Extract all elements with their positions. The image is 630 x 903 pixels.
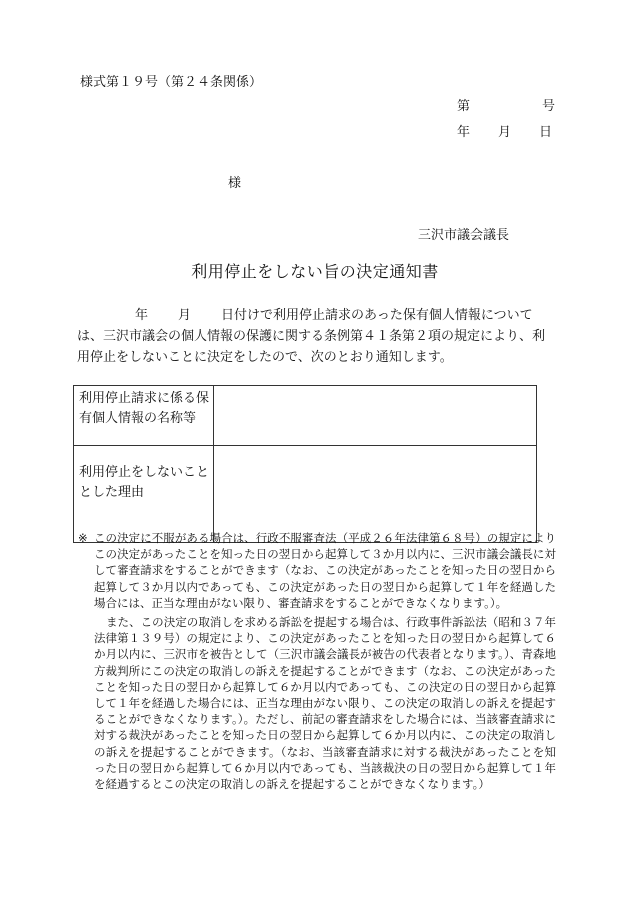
document-number-go: 号	[542, 99, 556, 114]
form-number: 様式第１９号（第２４条関係）	[80, 75, 263, 90]
addressee: 様	[228, 176, 242, 191]
note-text-appeal: この決定に不服がある場合は、行政不服審査法（平成２６年法律第６８号）の規定によりこの決定があったことを知った日の翌日から起算して３か月以内に、三沢市議会議長に対して審査請求をすることができます（なお、この決定があったことを知った日の翌日から起算して３か月以内であっても、この決定があった日の翌日から起算して１年を経過した場合には、正当な理由がない限り、審査請求をすることができなくなります。）。	[94, 531, 556, 610]
intro-year-label: 年	[135, 308, 149, 323]
table-label-info-name: 利用停止請求に係る保有個人情報の名称等	[74, 386, 214, 446]
intro-text: 日付けで利用停止請求のあった保有個人情報については、三沢市議会の個人情報の保護に関する条例第４１条第２項の規定により、利用停止をしないことに決定をしたので、次のとおり通知します。	[77, 308, 546, 365]
table-value-info-name[interactable]	[214, 386, 537, 446]
notes-section	[78, 530, 556, 792]
table-label-reason: 利用停止をしないこととした理由	[74, 446, 214, 543]
document-date	[457, 121, 552, 140]
sender: 三沢市議会議長	[418, 228, 510, 243]
date-day-label: 日	[539, 125, 553, 140]
date-month-label: 月	[498, 125, 512, 140]
intro-month-label: 月	[178, 308, 192, 323]
table-row	[74, 386, 537, 446]
info-table	[73, 385, 537, 543]
note-mark: ※	[78, 531, 88, 545]
document-number	[457, 95, 555, 114]
note-paragraph-lawsuit: また、この決定の取消しを求める訴訟を提起する場合は、行政事件訴訟法（昭和３７年法律第１３９号）の規定により、この決定があったことを知った日の翌日から起算して６か月以内に、三沢市を被告として（三沢市議会議長が被告の代表者となります。）、青森地方裁判所にこの決定の取消しの訴えを提起することができます（なお、この決定があったことを知った日の翌日から起算して６か月以内であっても、この決定の日の翌日から起算して１年を経過した場合には、正当な理由がない限り、この決定の取消しの訴えを提起することができなくなります。）。ただし、前記の審査請求をした場合には、当該審査請求に対する裁決があったことを知った日の翌日から起算して６か月以内に、この決定の取消しの訴えを提起することができます。（なお、当該審査請求に対する裁決があったことを知った日の翌日から起算して６か月以内であっても、当該裁決の日の翌日から起算して１年を経過するとこの決定の取消しの訴えを提起することができなくなります。）	[94, 615, 556, 792]
document-title: 利用停止をしない旨の決定通知書	[191, 262, 439, 281]
table-value-reason[interactable]	[214, 446, 537, 543]
intro-paragraph	[77, 305, 557, 368]
date-year-label: 年	[457, 125, 471, 140]
document-number-dai: 第	[457, 99, 471, 114]
table-row	[74, 446, 537, 543]
note-paragraph-appeal	[78, 530, 556, 611]
